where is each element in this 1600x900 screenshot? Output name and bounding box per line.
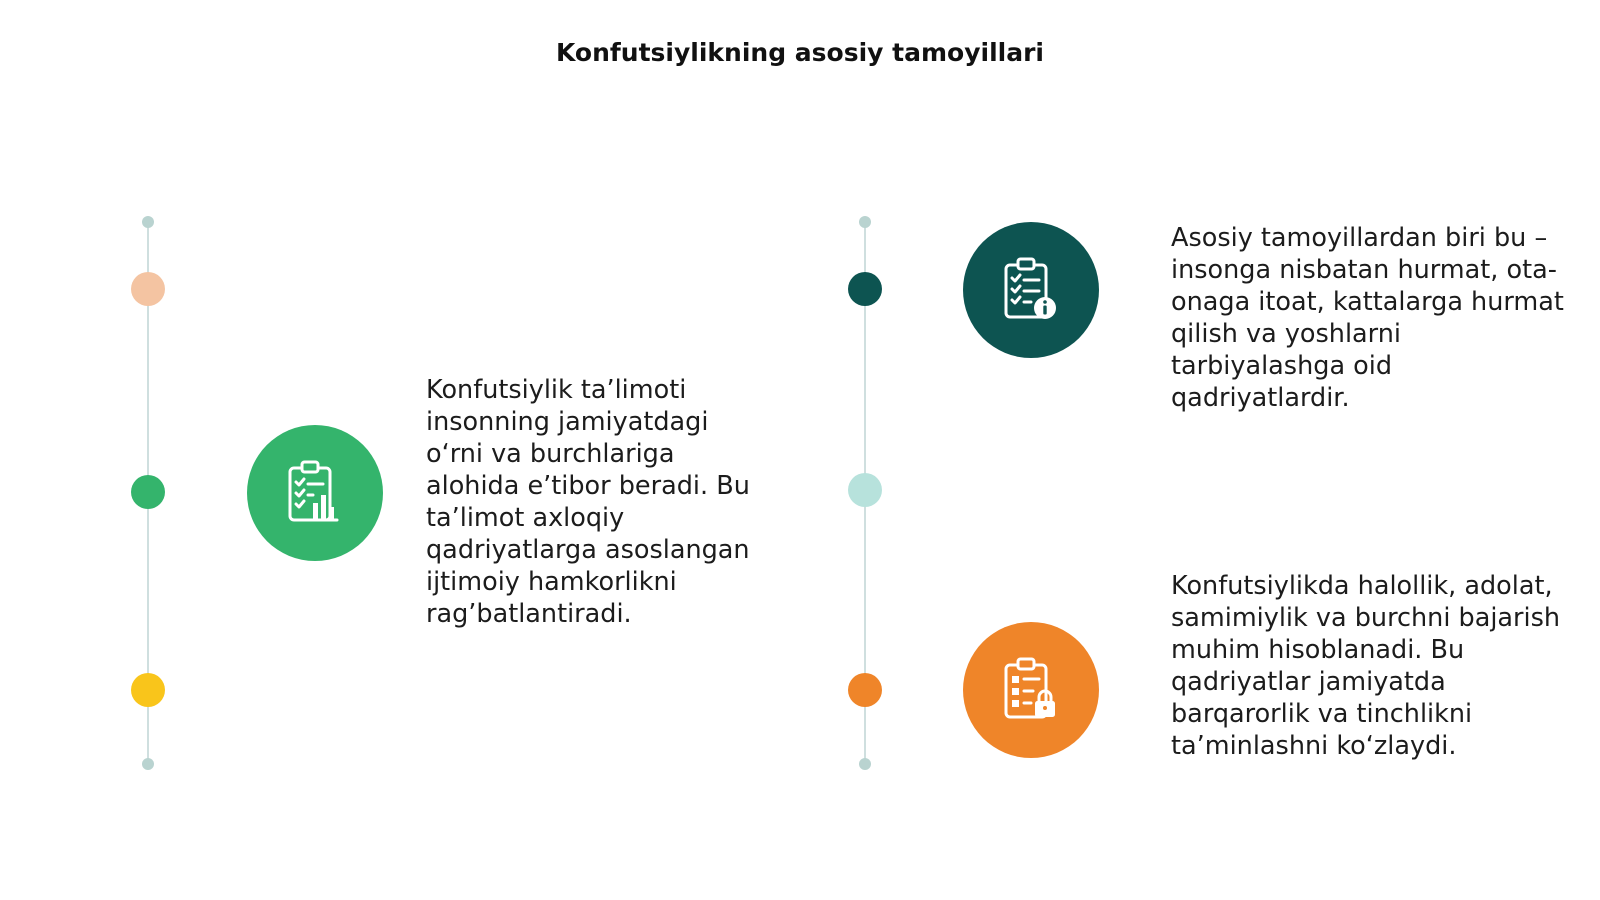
clipboard-chart-icon-circle <box>247 425 383 561</box>
page-title: Konfutsiylikning asosiy tamoyillari <box>555 38 1044 67</box>
left-timeline-start-dot <box>142 216 154 228</box>
left-timeline-end-dot <box>142 758 154 770</box>
clipboard-chart-icon <box>279 457 351 529</box>
right-timeline-start-dot <box>859 216 871 228</box>
clipboard-lock-icon <box>995 654 1067 726</box>
clipboard-info-icon <box>995 254 1067 326</box>
right-timeline-dot-light-teal <box>848 473 882 507</box>
right-timeline-end-dot <box>859 758 871 770</box>
item-text-3: Konfutsiylikda halollik, adolat, samimiylik va burchni bajarish muhim hisoblanadi. Bu qadriyatlar jamiyatda barqarorlik va tinchlikni ta’minlashni ko‘zlaydi. <box>1171 571 1561 761</box>
item-text-1: Konfutsiylik ta’limoti insonning jamiyatdagi o‘rni va burchlariga alohida e’tibor beradi. Bu ta’limot axloqiy qadriyatlarga asoslangan ijtimoiy hamkorlikni rag’batlantiradi. <box>426 375 750 629</box>
right-timeline-dot-orange <box>848 673 882 707</box>
left-timeline-dot-yellow <box>131 673 165 707</box>
left-timeline-dot-peach <box>131 272 165 306</box>
left-timeline-dot-green <box>131 475 165 509</box>
clipboard-lock-icon-circle <box>963 622 1099 758</box>
item-text-2: Asosiy tamoyillardan biri bu – insonga nisbatan hurmat, ota-onaga itoat, kattalarga hurmat qilish va yoshlarni tarbiyalashga oid qadriyatlardir. <box>1171 223 1564 413</box>
right-timeline-dot-dark-teal <box>848 272 882 306</box>
clipboard-info-icon-circle <box>963 222 1099 358</box>
